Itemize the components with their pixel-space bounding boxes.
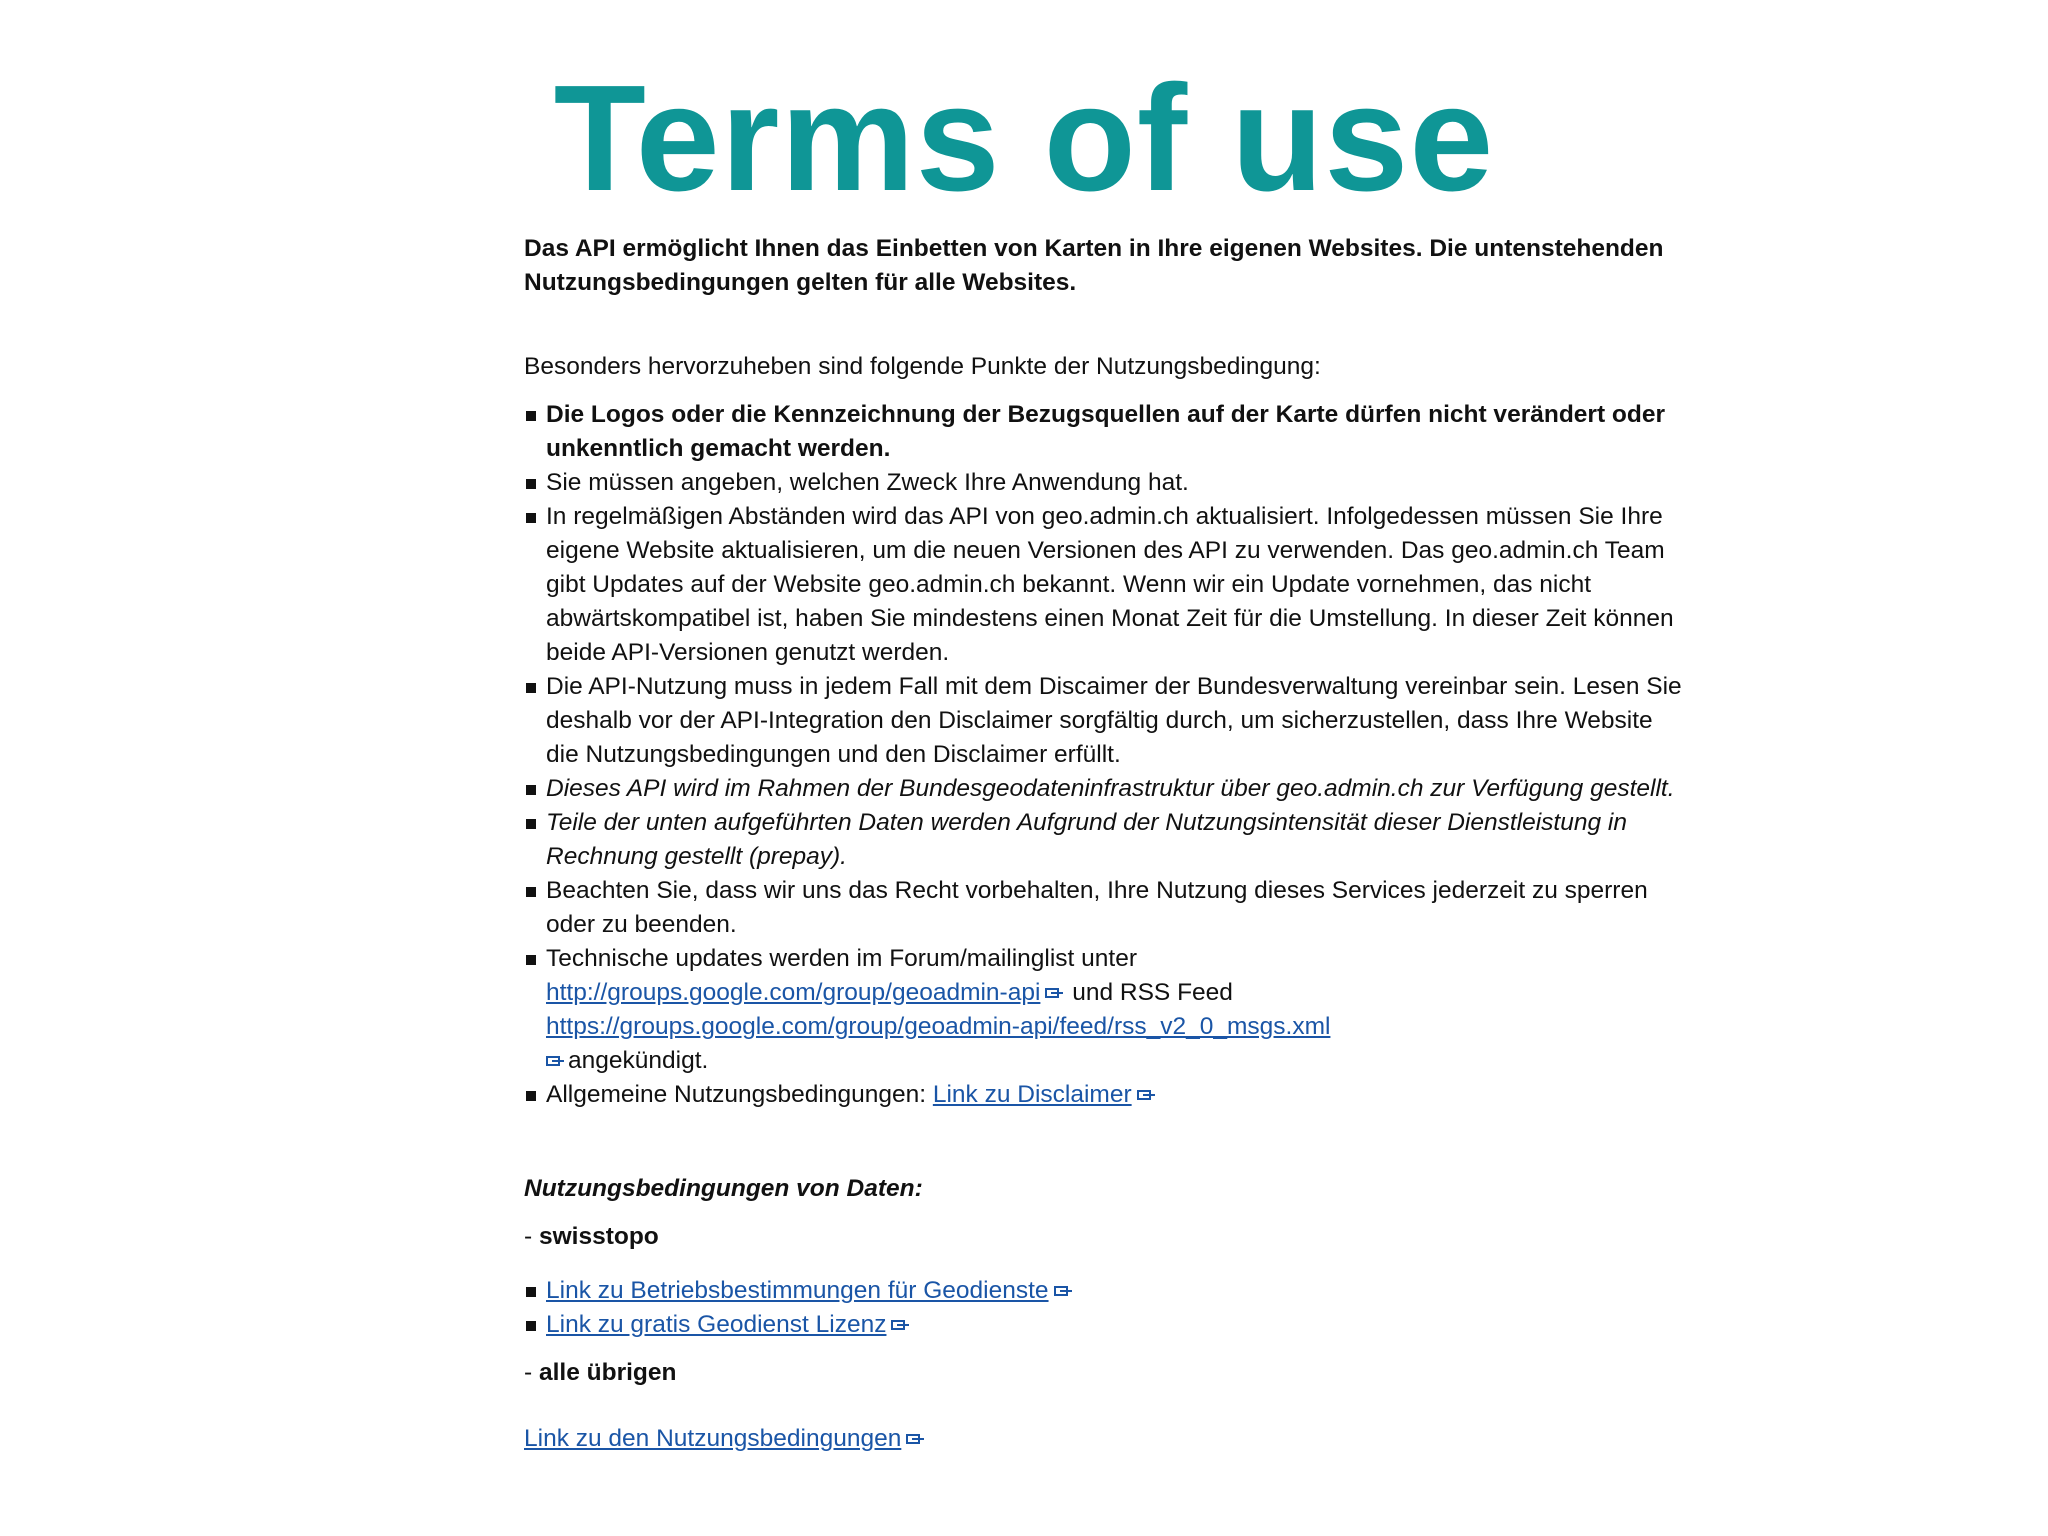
external-link-icon xyxy=(546,1056,566,1069)
disclaimer-link[interactable]: Link zu Disclaimer xyxy=(932,1081,1132,1108)
others-label: alle übrigen xyxy=(538,1359,677,1386)
list-item xyxy=(524,874,1684,942)
data-terms-heading: Nutzungsbedingungen von Daten: xyxy=(524,1175,923,1202)
forum-link[interactable]: http://groups.google.com/group/geoadmin-api xyxy=(546,979,1041,1006)
point-text: Sie müssen angeben, welchen Zweck Ihre Anwendung hat. xyxy=(546,469,1189,496)
free-geodienst-license-link[interactable]: Link zu gratis Geodienst Lizenz xyxy=(546,1311,887,1338)
point-text: Dieses API wird im Rahmen der Bundesgeodateninfrastruktur über geo.admin.ch zur Verfügung gestellt. xyxy=(546,775,1675,802)
external-link-icon xyxy=(1137,1090,1157,1103)
external-link-icon xyxy=(1054,1286,1074,1299)
external-link-icon xyxy=(906,1434,926,1447)
point-text: Beachten Sie, dass wir uns das Recht vorbehalten, Ihre Nutzung dieses Services jederzeit zu sperren oder zu beenden. xyxy=(546,877,1648,938)
usage-terms-line xyxy=(524,1422,1684,1456)
list-item xyxy=(524,942,1684,1078)
point-text: und RSS Feed xyxy=(1065,979,1233,1006)
point-text: Technische updates werden im Forum/mailinglist unter xyxy=(546,945,1137,972)
list-item xyxy=(524,1078,1684,1112)
terms-points-list xyxy=(524,398,1684,1112)
list-item xyxy=(524,772,1684,806)
swisstopo-subheading xyxy=(524,1220,1684,1254)
rss-feed-link[interactable]: https://groups.google.com/group/geoadmin-api/feed/rss_v2_0_msgs.xml xyxy=(546,1013,1331,1040)
list-item xyxy=(524,670,1684,772)
dash: - xyxy=(524,1359,539,1386)
swisstopo-label: swisstopo xyxy=(538,1223,659,1250)
point-text: Teile der unten aufgeführten Daten werden Aufgrund der Nutzungsintensität dieser Dienstleistung in Rechnung gestellt (prepay). xyxy=(546,809,1627,870)
point-text: angekündigt. xyxy=(568,1047,709,1074)
list-item xyxy=(524,1308,1684,1342)
list-item xyxy=(524,466,1684,500)
intro-text: Das API ermöglicht Ihnen das Einbetten von Karten in Ihre eigenen Websites. Die untenstehenden Nutzungsbedingungen gelten für alle Websites. xyxy=(524,235,1664,296)
swisstopo-links-list xyxy=(524,1274,1684,1342)
list-item xyxy=(524,500,1684,670)
external-link-icon xyxy=(891,1320,911,1333)
point-text: Die Logos oder die Kennzeichnung der Bezugsquellen auf der Karte dürfen nicht verändert oder unkenntlich gemacht werden. xyxy=(546,401,1665,462)
external-link-icon xyxy=(1045,988,1065,1001)
list-item xyxy=(524,1274,1684,1308)
geodienste-regulations-link[interactable]: Link zu Betriebsbestimmungen für Geodienste xyxy=(546,1277,1049,1304)
list-item xyxy=(524,806,1684,874)
point-text: In regelmäßigen Abständen wird das API von geo.admin.ch aktualisiert. Infolgedessen müssen Sie Ihre eigene Website aktualisieren, um die neuen Versionen des API zu verwenden. Das geo.admin.ch Team gibt Updates auf der Website geo.admin.ch bekannt. Wenn wir ein Update vornehmen, das nicht abwärtskompatibel ist, haben Sie mindestens einen Monat Zeit für die Umstellung. In dieser Zeit können beide API-Versionen genutzt werden. xyxy=(546,503,1674,666)
point-text: Die API-Nutzung muss in jedem Fall mit dem Discaimer der Bundesverwaltung vereinbar sein. Lesen Sie deshalb vor der API-Integration den Disclaimer sorgfältig durch, um sicherzustellen, dass Ihre Website die Nutzungsbedingungen und den Disclaimer erfüllt. xyxy=(546,673,1682,768)
point-text: Allgemeine Nutzungsbedingungen: xyxy=(546,1081,933,1108)
usage-terms-link[interactable]: Link zu den Nutzungsbedingungen xyxy=(524,1425,902,1452)
points-lead: Besonders hervorzuheben sind folgende Punkte der Nutzungsbedingung: xyxy=(524,353,1321,380)
list-item xyxy=(524,398,1684,466)
others-subheading xyxy=(524,1356,1684,1390)
terms-content xyxy=(524,232,1684,1456)
dash: - xyxy=(524,1223,539,1250)
page-title: Terms of use xyxy=(553,53,1495,222)
